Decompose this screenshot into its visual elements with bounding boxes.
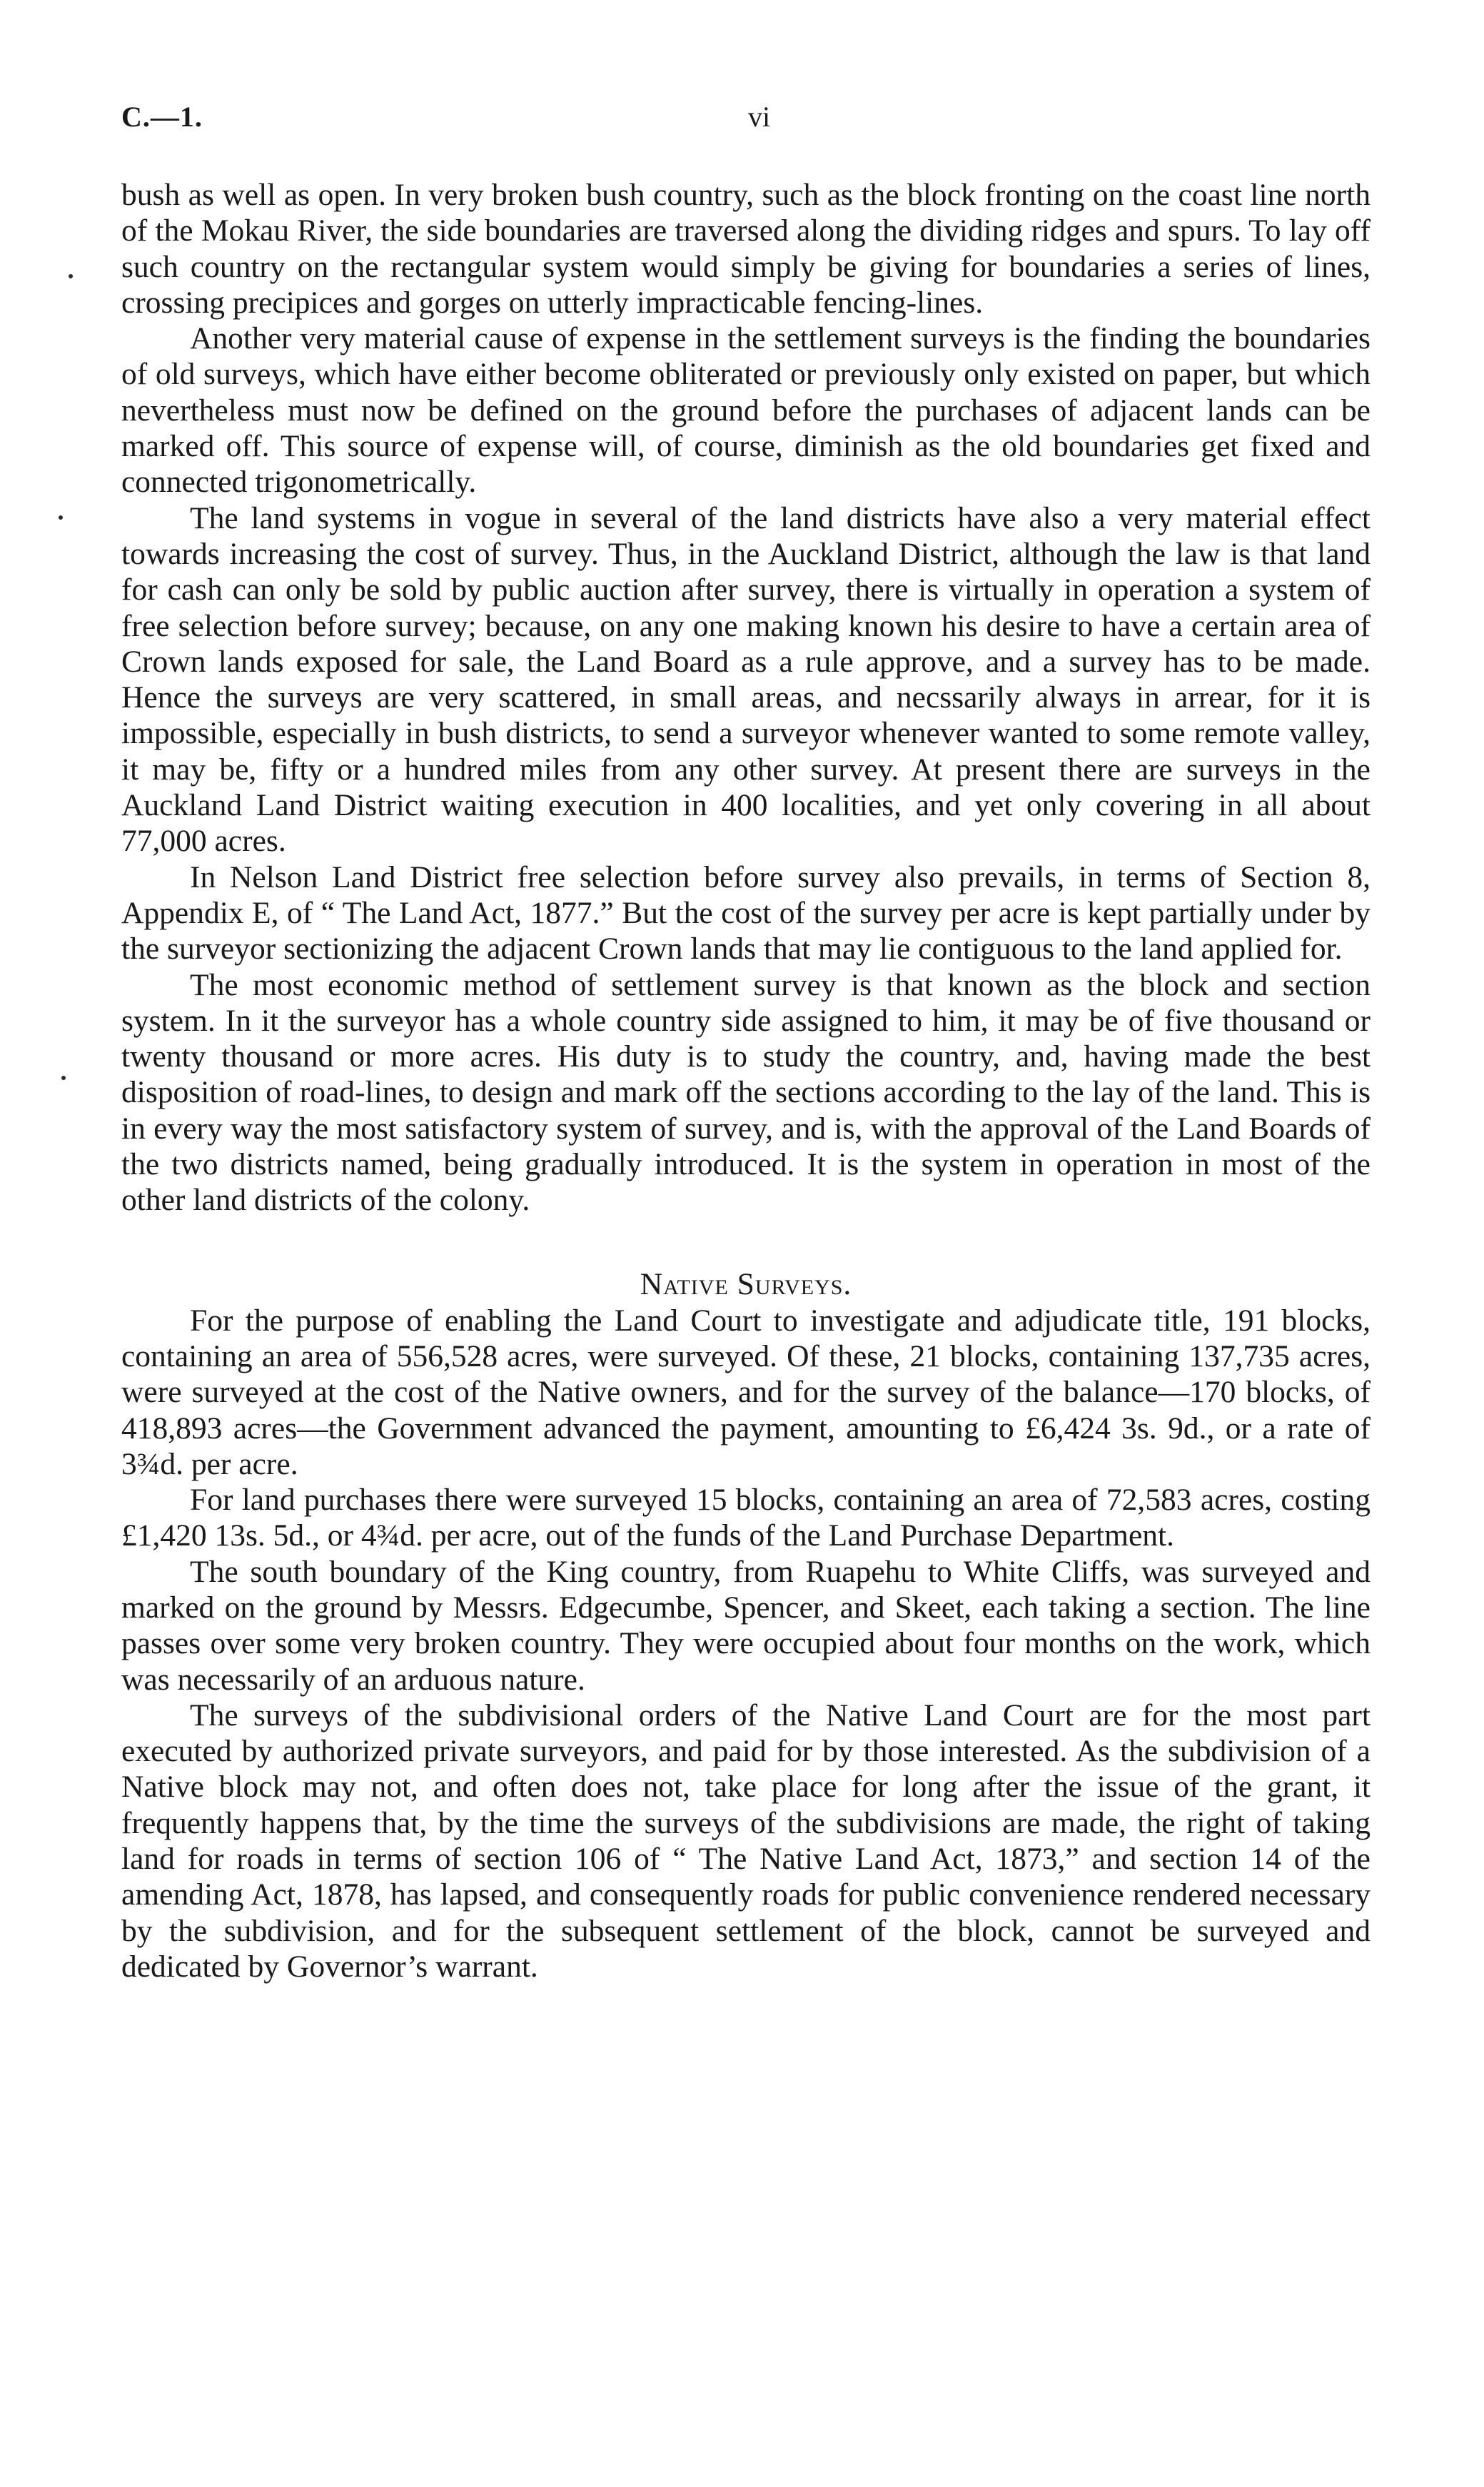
paragraph: Another very material cause of expense in the settlement surveys is the finding the boundaries of old surveys, which have either become obliterated or previously only existed on paper, but which nevertheless must now be defined on the ground before the purchases of adjacent lands can be marked off. This source of expense will, of course, diminish as the old boundaries get fixed and connected trigonometrically.: [121, 321, 1371, 500]
body-text: [121, 177, 1371, 1984]
page-header: [121, 100, 1371, 143]
paragraph: For land purchases there were surveyed 15 blocks, containing an area of 72,583 acres, costing £1,420 13s. 5d., or 4¾d. per acre, out of the funds of the Land Purchase Department.: [121, 1483, 1371, 1553]
paragraph: The land systems in vogue in several of the land districts have also a very material effect towards increasing the cost of survey. Thus, in the Auckland District, although the law is that land for cash can only be sold by public auction after survey, there is virtually in operation a system of free selection before survey; because, on any one making known his desire to have a certain area of Crown lands exposed for sale, the Land Board as a rule approve, and a survey has to be made. Hence the surveys are very scattered, in small areas, and necssarily always in arrear, for it is impossible, especially in bush districts, to send a surveyor whenever wanted to some remote valley, it may be, fifty or a hundred miles from any other survey. At present there are surveys in the Auckland Land District waiting execution in 400 localities, and yet only covering in all about 77,000 acres.: [121, 500, 1371, 859]
paragraph: In Nelson Land District free selection before survey also prevails, in terms of Section 8, Appendix E, of “ The Land Act, 1877.” But the cost of the survey per acre is kept partially under by the surveyor sectionizing the adjacent Crown lands that may lie contiguous to the land applied for.: [121, 859, 1371, 967]
paragraph: bush as well as open. In very broken bush country, such as the block fronting on the coast line north of the Mokau River, the side boundaries are traversed along the dividing ridges and spurs. To lay off such country on the rectangular system would simply be giving for boundaries a series of lines, crossing precipices and gorges on utterly impracticable fencing-lines.: [121, 178, 1371, 320]
page-number: vi: [748, 101, 771, 133]
paragraph: The most economic method of settlement survey is that known as the block and section system. In it the surveyor has a whole country side assigned to him, it may be of five thousand or twenty thousand or more acres. His duty is to study the country, and, having made the best disposition of road-lines, to design and mark off the sections according to the lay of the land. This is in every way the most satisfactory system of survey, and is, with the approval of the Land Boards of the two districts named, being gradually introduced. It is the system in operation in most of the other land districts of the colony.: [121, 967, 1371, 1218]
margin-speck: [61, 1076, 66, 1080]
margin-speck: [69, 274, 73, 278]
paragraph: For the purpose of enabling the Land Court to investigate and adjudicate title, 191 blocks, containing an area of 556,528 acres, were surveyed. Of these, 21 blocks, containing 137,735 acres, were surveyed at the cost of the Native owners, and for the survey of the balance—170 blocks, of 418,893 acres—the Government advanced the payment, amounting to £6,424 3s. 9d., or a rate of 3¾d. per acre.: [121, 1303, 1371, 1481]
paragraph: The surveys of the subdivisional orders of the Native Land Court are for the most part executed by authorized private surveyors, and paid for by those interested. As the subdivision of a Native block may not, and often does not, take place for long after the issue of the grant, it frequently happens that, by the time the surveys of the subdivisions are made, the right of taking land for roads in terms of section 106 of “ The Native Land Act, 1873,” and section 14 of the amending Act, 1878, has lapsed, and consequently roads for public convenience rendered necessary by the subdivision, and for the subsequent settlement of the block, cannot be surveyed and dedicated by Governor’s warrant.: [121, 1697, 1371, 1984]
margin-speck: [59, 515, 63, 520]
section-heading: Native Surveys.: [640, 1266, 852, 1301]
document-reference: C.—1.: [121, 101, 203, 133]
paragraph: The south boundary of the King country, from Ruapehu to White Cliffs, was surveyed and marked on the ground by Messrs. Edgecumbe, Spencer, and Skeet, each taking a section. The line passes over some very broken country. They were occupied about four months on the work, which was necessarily of an arduous nature.: [121, 1554, 1371, 1697]
